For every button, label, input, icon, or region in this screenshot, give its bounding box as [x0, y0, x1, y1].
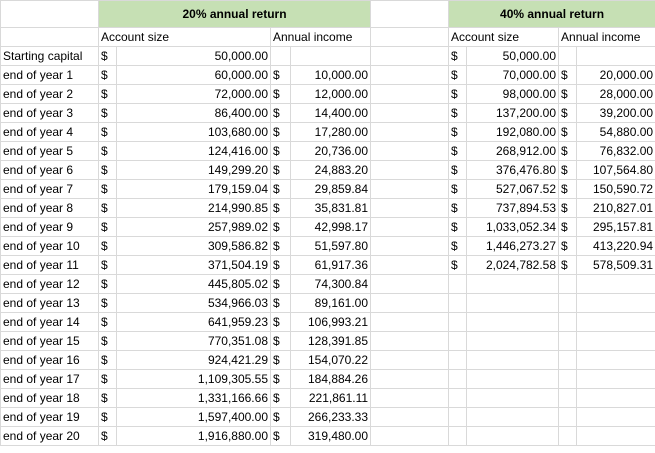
currency-symbol[interactable]: $ [449, 199, 467, 218]
cell-spacer[interactable] [371, 237, 449, 256]
col-header-account-20[interactable]: Account size [99, 28, 271, 47]
currency-symbol[interactable] [449, 351, 467, 370]
cell-spacer[interactable] [371, 218, 449, 237]
currency-symbol[interactable] [559, 332, 577, 351]
annual-income-20-cell[interactable]: 24,883.20 [291, 161, 371, 180]
cell-spacer[interactable] [371, 351, 449, 370]
currency-symbol[interactable]: $ [559, 123, 577, 142]
table-row [1, 275, 655, 294]
currency-symbol[interactable]: $ [99, 256, 117, 275]
currency-symbol[interactable] [559, 47, 577, 66]
row-label[interactable]: end of year 6 [1, 161, 99, 180]
account-size-40-cell[interactable]: 137,200.00 [467, 104, 559, 123]
currency-symbol[interactable]: $ [559, 104, 577, 123]
currency-symbol[interactable]: $ [449, 237, 467, 256]
row-label[interactable]: end of year 16 [1, 351, 99, 370]
account-size-20-cell[interactable]: 257,989.02 [117, 218, 271, 237]
annual-income-40-cell[interactable]: 39,200.00 [577, 104, 655, 123]
currency-symbol[interactable]: $ [99, 427, 117, 446]
currency-symbol[interactable]: $ [559, 199, 577, 218]
row-label[interactable]: end of year 12 [1, 275, 99, 294]
table-row [1, 332, 655, 351]
cell-spacer[interactable] [371, 370, 449, 389]
annual-income-20-cell[interactable]: 184,884.26 [291, 370, 371, 389]
currency-symbol[interactable]: $ [559, 142, 577, 161]
currency-symbol[interactable]: $ [559, 85, 577, 104]
account-size-40-cell[interactable] [467, 389, 559, 408]
currency-symbol[interactable] [449, 389, 467, 408]
currency-symbol[interactable]: $ [271, 104, 291, 123]
currency-symbol[interactable]: $ [99, 85, 117, 104]
currency-symbol[interactable]: $ [271, 85, 291, 104]
currency-symbol[interactable]: $ [99, 332, 117, 351]
cell-corner[interactable] [1, 1, 99, 28]
row-label[interactable]: end of year 20 [1, 427, 99, 446]
annual-income-40-cell[interactable]: 54,880.00 [577, 123, 655, 142]
row-label[interactable]: end of year 3 [1, 104, 99, 123]
annual-income-20-cell[interactable]: 128,391.85 [291, 332, 371, 351]
table-row [1, 294, 655, 313]
table-row [1, 408, 655, 427]
annual-income-40-cell[interactable] [577, 332, 655, 351]
account-size-40-cell[interactable] [467, 427, 559, 446]
account-size-20-cell[interactable]: 1,916,880.00 [117, 427, 271, 446]
currency-symbol[interactable]: $ [271, 275, 291, 294]
table-row [1, 161, 655, 180]
account-size-20-cell[interactable]: 1,597,400.00 [117, 408, 271, 427]
currency-symbol[interactable]: $ [449, 180, 467, 199]
cell-spacer[interactable] [371, 47, 449, 66]
currency-symbol[interactable] [559, 389, 577, 408]
account-size-20-cell[interactable]: 770,351.08 [117, 332, 271, 351]
account-size-20-cell[interactable]: 214,990.85 [117, 199, 271, 218]
annual-income-20-cell[interactable]: 221,861.11 [291, 389, 371, 408]
annual-income-40-cell[interactable] [577, 47, 655, 66]
account-size-40-cell[interactable]: 1,446,273.27 [467, 237, 559, 256]
currency-symbol[interactable]: $ [449, 66, 467, 85]
currency-symbol[interactable]: $ [449, 142, 467, 161]
currency-symbol[interactable] [449, 313, 467, 332]
table-row [1, 104, 655, 123]
account-size-40-cell[interactable]: 737,894.53 [467, 199, 559, 218]
annual-income-20-cell[interactable] [291, 47, 371, 66]
currency-symbol[interactable]: $ [99, 294, 117, 313]
annual-income-40-cell[interactable] [577, 427, 655, 446]
currency-symbol[interactable]: $ [99, 370, 117, 389]
account-size-40-cell[interactable]: 1,033,052.34 [467, 218, 559, 237]
account-size-20-cell[interactable]: 60,000.00 [117, 66, 271, 85]
annual-income-40-cell[interactable] [577, 294, 655, 313]
currency-symbol[interactable]: $ [271, 161, 291, 180]
annual-income-40-cell[interactable]: 76,832.00 [577, 142, 655, 161]
currency-symbol[interactable]: $ [449, 123, 467, 142]
annual-income-20-cell[interactable]: 61,917.36 [291, 256, 371, 275]
currency-symbol[interactable]: $ [271, 256, 291, 275]
currency-symbol[interactable]: $ [99, 180, 117, 199]
annual-income-20-cell[interactable]: 51,597.80 [291, 237, 371, 256]
table-row [1, 427, 655, 446]
currency-symbol[interactable]: $ [271, 180, 291, 199]
cell-spacer[interactable] [371, 85, 449, 104]
annual-income-40-cell[interactable] [577, 370, 655, 389]
annual-income-20-cell[interactable]: 266,233.33 [291, 408, 371, 427]
currency-symbol[interactable]: $ [449, 218, 467, 237]
currency-symbol[interactable] [559, 408, 577, 427]
currency-symbol[interactable]: $ [271, 370, 291, 389]
row-label[interactable]: Starting capital [1, 47, 99, 66]
col-header-income-40[interactable]: Annual income [559, 28, 655, 47]
annual-income-20-cell[interactable]: 42,998.17 [291, 218, 371, 237]
currency-symbol[interactable]: $ [99, 161, 117, 180]
currency-symbol[interactable]: $ [99, 313, 117, 332]
account-size-40-cell[interactable] [467, 370, 559, 389]
cell-spacer[interactable] [371, 275, 449, 294]
account-size-20-cell[interactable]: 371,504.19 [117, 256, 271, 275]
account-size-40-cell[interactable]: 376,476.80 [467, 161, 559, 180]
table-row [1, 47, 655, 66]
cell-spacer[interactable] [371, 123, 449, 142]
cell-spacer[interactable] [371, 1, 449, 28]
annual-income-40-cell[interactable] [577, 275, 655, 294]
currency-symbol[interactable]: $ [271, 313, 291, 332]
cell-spacer[interactable] [371, 332, 449, 351]
account-size-40-cell[interactable]: 527,067.52 [467, 180, 559, 199]
account-size-40-cell[interactable]: 268,912.00 [467, 142, 559, 161]
currency-symbol[interactable]: $ [99, 104, 117, 123]
currency-symbol[interactable]: $ [271, 142, 291, 161]
account-size-20-cell[interactable]: 103,680.00 [117, 123, 271, 142]
currency-symbol[interactable]: $ [449, 104, 467, 123]
currency-symbol[interactable] [449, 332, 467, 351]
title-row [1, 1, 655, 28]
currency-symbol[interactable] [559, 370, 577, 389]
currency-symbol[interactable]: $ [271, 237, 291, 256]
cell-spacer[interactable] [371, 427, 449, 446]
annual-income-40-cell[interactable] [577, 389, 655, 408]
table-20-title[interactable]: 20% annual return [99, 1, 371, 28]
account-size-20-cell[interactable]: 1,109,305.55 [117, 370, 271, 389]
account-size-20-cell[interactable]: 72,000.00 [117, 85, 271, 104]
annual-income-40-cell[interactable]: 107,564.80 [577, 161, 655, 180]
row-label[interactable]: end of year 1 [1, 66, 99, 85]
cell-empty[interactable] [1, 28, 99, 47]
account-size-20-cell[interactable]: 309,586.82 [117, 237, 271, 256]
currency-symbol[interactable]: $ [449, 85, 467, 104]
table-row [1, 66, 655, 85]
row-label[interactable]: end of year 18 [1, 389, 99, 408]
table-row [1, 313, 655, 332]
row-label[interactable]: end of year 8 [1, 199, 99, 218]
annual-income-20-cell[interactable]: 10,000.00 [291, 66, 371, 85]
table-row [1, 370, 655, 389]
row-label[interactable]: end of year 13 [1, 294, 99, 313]
account-size-40-cell[interactable]: 98,000.00 [467, 85, 559, 104]
annual-income-40-cell[interactable] [577, 313, 655, 332]
currency-symbol[interactable]: $ [99, 275, 117, 294]
table-row [1, 180, 655, 199]
account-size-20-cell[interactable]: 86,400.00 [117, 104, 271, 123]
cell-spacer[interactable] [371, 313, 449, 332]
row-label[interactable]: end of year 10 [1, 237, 99, 256]
currency-symbol[interactable]: $ [559, 66, 577, 85]
account-size-40-cell[interactable]: 192,080.00 [467, 123, 559, 142]
col-header-income-20[interactable]: Annual income [271, 28, 371, 47]
currency-symbol[interactable]: $ [559, 161, 577, 180]
account-size-40-cell[interactable]: 50,000.00 [467, 47, 559, 66]
cell-spacer[interactable] [371, 199, 449, 218]
currency-symbol[interactable]: $ [271, 218, 291, 237]
row-label[interactable]: end of year 11 [1, 256, 99, 275]
annual-income-40-cell[interactable] [577, 408, 655, 427]
currency-symbol[interactable] [559, 313, 577, 332]
currency-symbol[interactable] [559, 351, 577, 370]
account-size-20-cell[interactable]: 641,959.23 [117, 313, 271, 332]
table-row [1, 389, 655, 408]
currency-symbol[interactable]: $ [271, 332, 291, 351]
table-row [1, 351, 655, 370]
currency-symbol[interactable]: $ [271, 199, 291, 218]
cell-spacer[interactable] [371, 180, 449, 199]
account-size-20-cell[interactable]: 445,805.02 [117, 275, 271, 294]
currency-symbol[interactable] [559, 427, 577, 446]
table-row [1, 85, 655, 104]
cell-spacer[interactable] [371, 28, 449, 47]
annual-income-20-cell[interactable]: 319,480.00 [291, 427, 371, 446]
annual-income-40-cell[interactable]: 150,590.72 [577, 180, 655, 199]
account-size-40-cell[interactable] [467, 294, 559, 313]
currency-symbol[interactable]: $ [271, 427, 291, 446]
account-size-40-cell[interactable] [467, 313, 559, 332]
currency-symbol[interactable]: $ [99, 66, 117, 85]
currency-symbol[interactable] [449, 427, 467, 446]
account-size-40-cell[interactable] [467, 275, 559, 294]
currency-symbol[interactable]: $ [271, 408, 291, 427]
currency-symbol[interactable]: $ [99, 142, 117, 161]
currency-symbol[interactable]: $ [271, 389, 291, 408]
currency-symbol[interactable]: $ [99, 408, 117, 427]
account-size-40-cell[interactable] [467, 351, 559, 370]
annual-income-40-cell[interactable]: 295,157.81 [577, 218, 655, 237]
currency-symbol[interactable]: $ [559, 256, 577, 275]
currency-symbol[interactable]: $ [99, 351, 117, 370]
row-label[interactable]: end of year 19 [1, 408, 99, 427]
account-size-20-cell[interactable]: 124,416.00 [117, 142, 271, 161]
currency-symbol[interactable]: $ [449, 47, 467, 66]
annual-income-20-cell[interactable]: 12,000.00 [291, 85, 371, 104]
account-size-40-cell[interactable]: 70,000.00 [467, 66, 559, 85]
currency-symbol[interactable]: $ [271, 66, 291, 85]
currency-symbol[interactable]: $ [449, 256, 467, 275]
currency-symbol[interactable] [449, 408, 467, 427]
table-row [1, 199, 655, 218]
row-label[interactable]: end of year 4 [1, 123, 99, 142]
cell-spacer[interactable] [371, 142, 449, 161]
currency-symbol[interactable]: $ [99, 199, 117, 218]
currency-symbol[interactable] [449, 370, 467, 389]
account-size-20-cell[interactable]: 179,159.04 [117, 180, 271, 199]
currency-symbol[interactable] [449, 294, 467, 313]
account-size-20-cell[interactable]: 1,331,166.66 [117, 389, 271, 408]
account-size-40-cell[interactable] [467, 408, 559, 427]
annual-income-40-cell[interactable]: 413,220.94 [577, 237, 655, 256]
currency-symbol[interactable]: $ [559, 218, 577, 237]
cell-spacer[interactable] [371, 408, 449, 427]
annual-income-40-cell[interactable]: 210,827.01 [577, 199, 655, 218]
cell-spacer[interactable] [371, 294, 449, 313]
row-label[interactable]: end of year 5 [1, 142, 99, 161]
currency-symbol[interactable] [559, 294, 577, 313]
col-header-account-40[interactable]: Account size [449, 28, 559, 47]
table-40-title[interactable]: 40% annual return [449, 1, 655, 28]
currency-symbol[interactable]: $ [99, 123, 117, 142]
cell-spacer[interactable] [371, 389, 449, 408]
currency-symbol[interactable] [559, 275, 577, 294]
table-row [1, 256, 655, 275]
currency-symbol[interactable]: $ [99, 237, 117, 256]
account-size-20-cell[interactable]: 534,966.03 [117, 294, 271, 313]
currency-symbol[interactable] [271, 47, 291, 66]
cell-spacer[interactable] [371, 161, 449, 180]
annual-income-40-cell[interactable]: 20,000.00 [577, 66, 655, 85]
account-size-40-cell[interactable] [467, 332, 559, 351]
row-label[interactable]: end of year 7 [1, 180, 99, 199]
table-row [1, 142, 655, 161]
annual-income-40-cell[interactable]: 578,509.31 [577, 256, 655, 275]
currency-symbol[interactable]: $ [271, 123, 291, 142]
row-label[interactable]: end of year 9 [1, 218, 99, 237]
account-size-20-cell[interactable]: 50,000.00 [117, 47, 271, 66]
currency-symbol[interactable]: $ [99, 218, 117, 237]
currency-symbol[interactable]: $ [449, 161, 467, 180]
currency-symbol[interactable]: $ [559, 237, 577, 256]
row-label[interactable]: end of year 17 [1, 370, 99, 389]
annual-income-40-cell[interactable] [577, 351, 655, 370]
annual-income-20-cell[interactable]: 17,280.00 [291, 123, 371, 142]
annual-income-40-cell[interactable]: 28,000.00 [577, 85, 655, 104]
account-size-20-cell[interactable]: 149,299.20 [117, 161, 271, 180]
table-row [1, 123, 655, 142]
annual-income-20-cell[interactable]: 14,400.00 [291, 104, 371, 123]
annual-income-20-cell[interactable]: 89,161.00 [291, 294, 371, 313]
annual-income-20-cell[interactable]: 106,993.21 [291, 313, 371, 332]
annual-income-20-cell[interactable]: 35,831.81 [291, 199, 371, 218]
account-size-40-cell[interactable]: 2,024,782.58 [467, 256, 559, 275]
currency-symbol[interactable]: $ [99, 389, 117, 408]
currency-symbol[interactable]: $ [99, 47, 117, 66]
currency-symbol[interactable]: $ [271, 294, 291, 313]
cell-spacer[interactable] [371, 104, 449, 123]
annual-income-20-cell[interactable]: 74,300.84 [291, 275, 371, 294]
row-label[interactable]: end of year 2 [1, 85, 99, 104]
row-label[interactable]: end of year 15 [1, 332, 99, 351]
header-row [1, 28, 655, 47]
currency-symbol[interactable]: $ [271, 351, 291, 370]
row-label[interactable]: end of year 14 [1, 313, 99, 332]
table-row [1, 218, 655, 237]
annual-income-20-cell[interactable]: 20,736.00 [291, 142, 371, 161]
annual-income-20-cell[interactable]: 154,070.22 [291, 351, 371, 370]
currency-symbol[interactable]: $ [559, 180, 577, 199]
annual-income-20-cell[interactable]: 29,859.84 [291, 180, 371, 199]
currency-symbol[interactable] [449, 275, 467, 294]
cell-spacer[interactable] [371, 66, 449, 85]
cell-spacer[interactable] [371, 256, 449, 275]
account-size-20-cell[interactable]: 924,421.29 [117, 351, 271, 370]
table-row [1, 237, 655, 256]
